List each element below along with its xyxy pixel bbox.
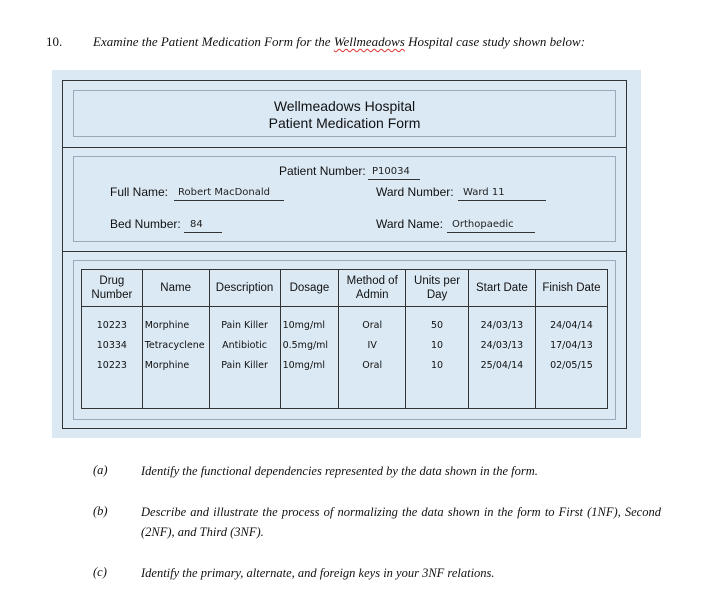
table-cell: Oral	[339, 355, 406, 375]
bed-number-underline	[184, 232, 222, 233]
table-cell: 25/04/14	[468, 355, 535, 375]
column-header: Start Date	[468, 270, 535, 307]
table-cell: 24/04/14	[535, 307, 607, 336]
table-spacer-row	[82, 375, 608, 409]
full-name-value: Robert MacDonald	[178, 187, 270, 198]
table-cell: Morphine	[142, 355, 209, 375]
question-number: 10.	[46, 34, 63, 49]
table-row	[82, 335, 608, 355]
header-divider	[62, 147, 627, 148]
column-header: Name	[142, 270, 209, 307]
table-cell: 10	[406, 335, 469, 355]
table-row	[82, 355, 608, 375]
question-text-start: Examine the Patient Medication Form for the	[93, 34, 334, 49]
table-cell: Pain Killer	[209, 355, 280, 375]
column-header: Method of Admin	[339, 270, 406, 307]
part-c-label: (c)	[93, 565, 107, 579]
table-row	[82, 307, 608, 336]
details-divider	[62, 251, 627, 252]
table-cell: 10223	[82, 355, 143, 375]
bed-number-label: Bed Number:	[110, 217, 181, 231]
patient-number-label: Patient Number:	[279, 164, 366, 178]
table-cell: Oral	[339, 307, 406, 336]
table-cell: 0.5mg/ml	[280, 335, 339, 355]
form-title: Patient Medication Form	[268, 115, 421, 131]
table-cell: 02/05/15	[535, 355, 607, 375]
table-cell: Pain Killer	[209, 307, 280, 336]
ward-number-underline	[458, 200, 546, 201]
table-cell: IV	[339, 335, 406, 355]
column-header: Dosage	[280, 270, 339, 307]
column-header: Drug Number	[82, 270, 143, 307]
full-name-underline	[174, 200, 284, 201]
ward-number-label: Ward Number:	[376, 185, 454, 199]
table-cell: Antibiotic	[209, 335, 280, 355]
patient-number-value: P10034	[372, 166, 410, 177]
bed-number-value: 84	[190, 219, 203, 230]
ward-name-underline	[447, 232, 535, 233]
question-text-end: Hospital case study shown below:	[404, 34, 586, 49]
medication-table	[81, 269, 608, 409]
table-cell: Tetracyclene	[142, 335, 209, 355]
table-cell: 10223	[82, 307, 143, 336]
ward-number-value: Ward 11	[463, 187, 505, 198]
ward-name-value: Orthopaedic	[452, 219, 514, 230]
table-cell: 10	[406, 355, 469, 375]
patient-number-underline	[368, 179, 420, 180]
part-b-text: Describe and illustrate the process of normalizing the data shown in the form to First (1NF), Second (2NF), and Third (3NF).	[141, 505, 661, 539]
table-cell: 17/04/13	[535, 335, 607, 355]
ward-name-label: Ward Name:	[376, 217, 443, 231]
full-name-label: Full Name:	[110, 185, 169, 199]
part-b-label: (b)	[93, 504, 108, 518]
table-cell: 50	[406, 307, 469, 336]
column-header: Units per Day	[406, 270, 469, 307]
table-cell: 24/03/13	[468, 335, 535, 355]
part-c-text: Identify the primary, alternate, and foreign keys in your 3NF relations.	[141, 566, 495, 580]
question-text	[93, 34, 585, 50]
table-cell: 24/03/13	[468, 307, 535, 336]
hospital-name: Wellmeadows Hospital	[273, 98, 416, 114]
table-cell: 10mg/ml	[280, 355, 339, 375]
table-cell: 10334	[82, 335, 143, 355]
part-a-label: (a)	[93, 463, 108, 477]
table-cell: 10mg/ml	[280, 307, 339, 336]
table-cell: Morphine	[142, 307, 209, 336]
column-header: Finish Date	[535, 270, 607, 307]
column-header: Description	[209, 270, 280, 307]
misspelled-word: Wellmeadows	[333, 34, 405, 49]
part-a-text: Identify the functional dependencies represented by the data shown in the form.	[141, 464, 538, 478]
table-header-row	[82, 270, 608, 307]
